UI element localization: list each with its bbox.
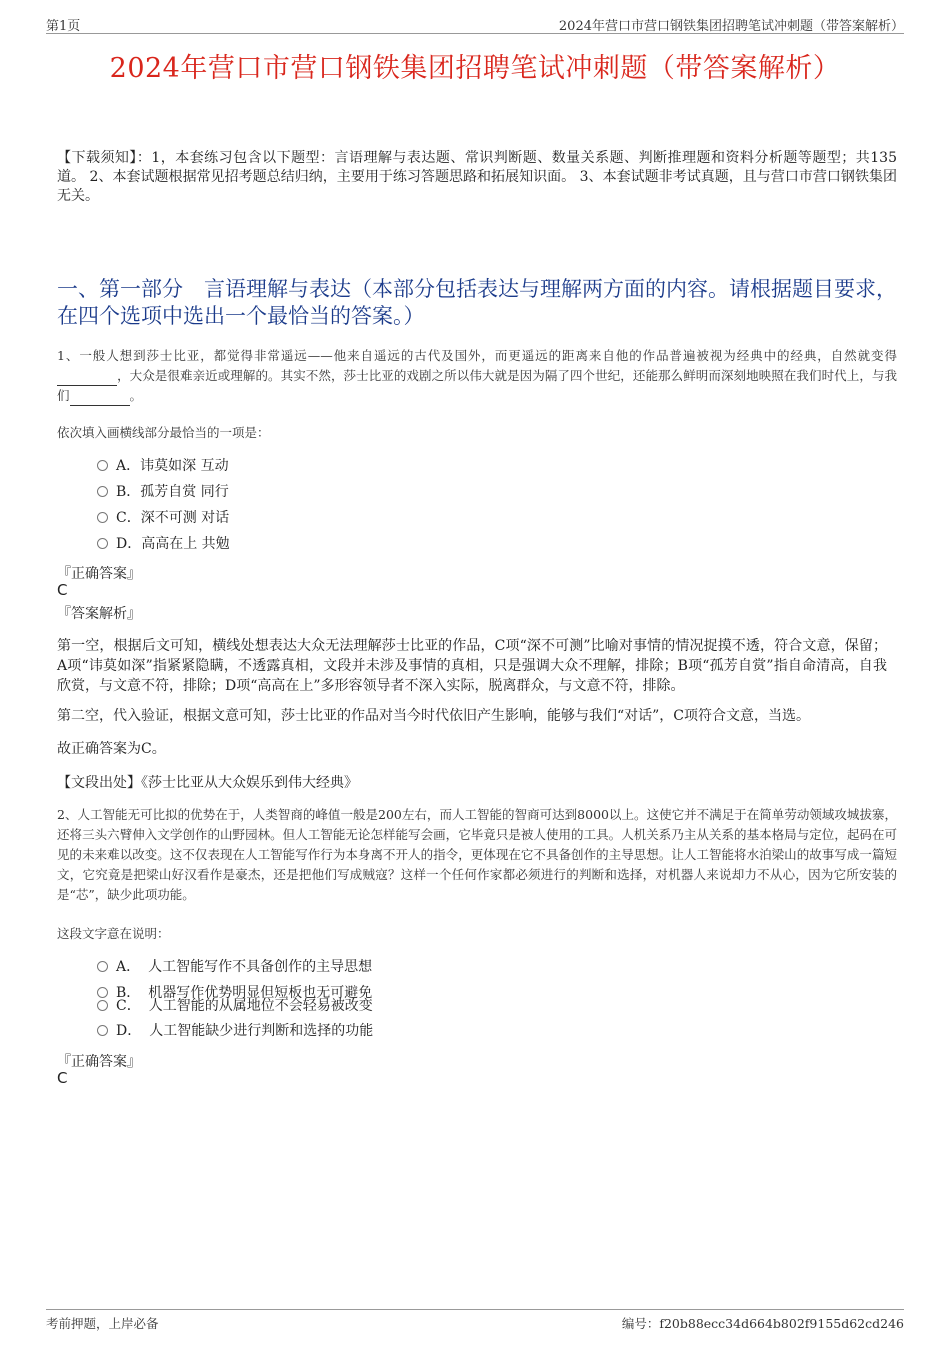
question-1-answer-label: 『正确答案』: [57, 566, 141, 582]
question-1-analysis-label: 『答案解析』: [57, 606, 141, 622]
question-1-text-part2: ，大众是很难亲近或理解的。其实不然，莎士比亚的戏剧之所以伟大就是因为隔了四个世纪，还能那么鲜明而深刻地映照在我们时代上，与我们: [57, 368, 897, 403]
question-1-blank-1: [57, 385, 117, 386]
option-text: 人工智能缺少进行判断和选择的功能: [149, 1023, 374, 1039]
radio-icon[interactable]: [97, 460, 108, 471]
radio-icon[interactable]: [97, 1025, 108, 1036]
option-text: 讳莫如深 互动: [140, 458, 229, 474]
radio-icon[interactable]: [97, 538, 108, 549]
question-2-prompt: 这段文字意在说明：: [57, 926, 170, 941]
question-1-prompt: 依次填入画横线部分最恰当的一项是：: [57, 425, 270, 440]
question-1-text-part1: 1、一般人想到莎士比亚，都觉得非常遥远——他来自遥远的古代及国外，而更遥远的距离来自他的作品普遍被视为经典中的经典，自然就变得: [57, 348, 897, 363]
question-2-option-c[interactable]: [97, 996, 373, 1016]
option-key: D．: [116, 1023, 142, 1039]
option-key: B．: [116, 484, 141, 500]
option-key: A．: [116, 458, 141, 474]
option-key: A．: [116, 959, 141, 975]
radio-icon[interactable]: [97, 512, 108, 523]
question-1-blank-2: [70, 405, 130, 406]
question-2-option-d[interactable]: [97, 1021, 373, 1041]
question-1-analysis-para-3: 故正确答案为C。: [57, 741, 166, 757]
radio-icon[interactable]: [97, 961, 108, 972]
question-1-stem: [57, 346, 897, 406]
download-notice: 【下载须知】：1，本套练习包含以下题型：言语理解与表达题、常识判断题、数量关系题、判断推理题和资料分析题等题型；共135道。 2、本套试题根据常见招考题总结归纳，主要用于练习答题思路和拓展知识面。 3、本套试题非考试真题，且与营口市营口钢铁集团无关。: [57, 150, 897, 204]
question-1-text-part3: 。: [129, 388, 143, 403]
option-text: 孤芳自赏 同行: [140, 484, 229, 500]
option-key: B．: [116, 985, 141, 1001]
header-divider: [46, 33, 904, 34]
option-key: D．: [116, 536, 142, 552]
header-document-title: 2024年营口市营口钢铁集团招聘笔试冲刺题（带答案解析）: [558, 19, 904, 34]
option-key: C．: [116, 510, 141, 526]
option-text: 深不可测 对话: [140, 510, 230, 526]
question-1-source: 【文段出处】《莎士比亚从大众娱乐到伟大经典》: [57, 775, 358, 791]
question-1-analysis-para-1: 第一空，根据后文可知，横线处想表达大众无法理解莎士比亚的作品，C项“深不可测”比喻对事情的情况捉摸不透，符合文意，保留；A项“讳莫如深”指紧紧隐瞒，不透露真相，文段并未涉及事情的真相，只是强调大众不理解，排除；B项“孤芳自赏”指自命清高，自我欣赏，与文意不符，排除；D项“高高在上”多形容领导者不深入实际，脱离群众，与文意不符，排除。: [57, 638, 887, 694]
question-2-stem: 2、人工智能无可比拟的优势在于，人类智商的峰值一般是200左右，而人工智能的智商可达到8000以上。这使它并不满足于在简单劳动领域攻城拔寨，还将三头六臂伸入文学创作的山野园林。但人工智能无论怎样能写会画，它毕竟只是被人使用的工具。人机关系乃主从关系的基本格局与定位，起码在可见的未来难以改变。这不仅表现在人工智能写作行为本身离不开人的指令，更体现在它不具备创作的主导思想。让人工智能将水泊梁山的故事写成一篇短文，它究竟是把梁山好汉看作是豪杰，还是把他们写成贼寇？这样一个任何作家都必须进行的判断和选择，对机器人来说却力不从心，因为它所安装的是“芯”，缺少此项功能。: [57, 807, 897, 902]
footer-divider: [46, 1309, 904, 1310]
question-1-analysis-para-2: 第二空，代入验证，根据文意可知，莎士比亚的作品对当今时代依旧产生影响，能够与我们“对话”，C项符合文意，当选。: [57, 708, 811, 724]
page-title: 2024年营口市营口钢铁集团招聘笔试冲刺题（带答案解析）: [109, 53, 841, 84]
footer-slogan: 考前押题，上岸必备: [46, 1316, 159, 1331]
section-heading: 一、第一部分 言语理解与表达（本部分包括表达与理解两方面的内容。请根据题目要求，在四个选项中选出一个最恰当的答案。）: [57, 277, 897, 328]
option-text: 人工智能写作不具备创作的主导思想: [148, 959, 373, 975]
radio-icon[interactable]: [97, 1000, 108, 1011]
question-2-answer-label: 『正确答案』: [57, 1054, 141, 1070]
question-2-option-a[interactable]: [97, 957, 372, 977]
question-1-option-a[interactable]: [97, 456, 229, 476]
question-1-option-b[interactable]: [97, 482, 229, 502]
header-page-number: 第1页: [46, 19, 81, 34]
radio-icon[interactable]: [97, 486, 108, 497]
option-text: 机器写作优势明显但短板也无可避免: [148, 985, 373, 1001]
footer-document-id: 编号：f20b88ecc34d664b802f9155d62cd246: [621, 1316, 904, 1331]
question-1-answer: C: [57, 581, 68, 599]
question-2-answer: C: [57, 1069, 68, 1087]
question-1-option-d[interactable]: [97, 534, 230, 554]
option-text: 人工智能的从属地位不会轻易被改变: [148, 998, 373, 1014]
option-text: 高高在上 共勉: [141, 536, 230, 552]
option-key: C．: [116, 998, 141, 1014]
question-1-option-c[interactable]: [97, 508, 229, 528]
